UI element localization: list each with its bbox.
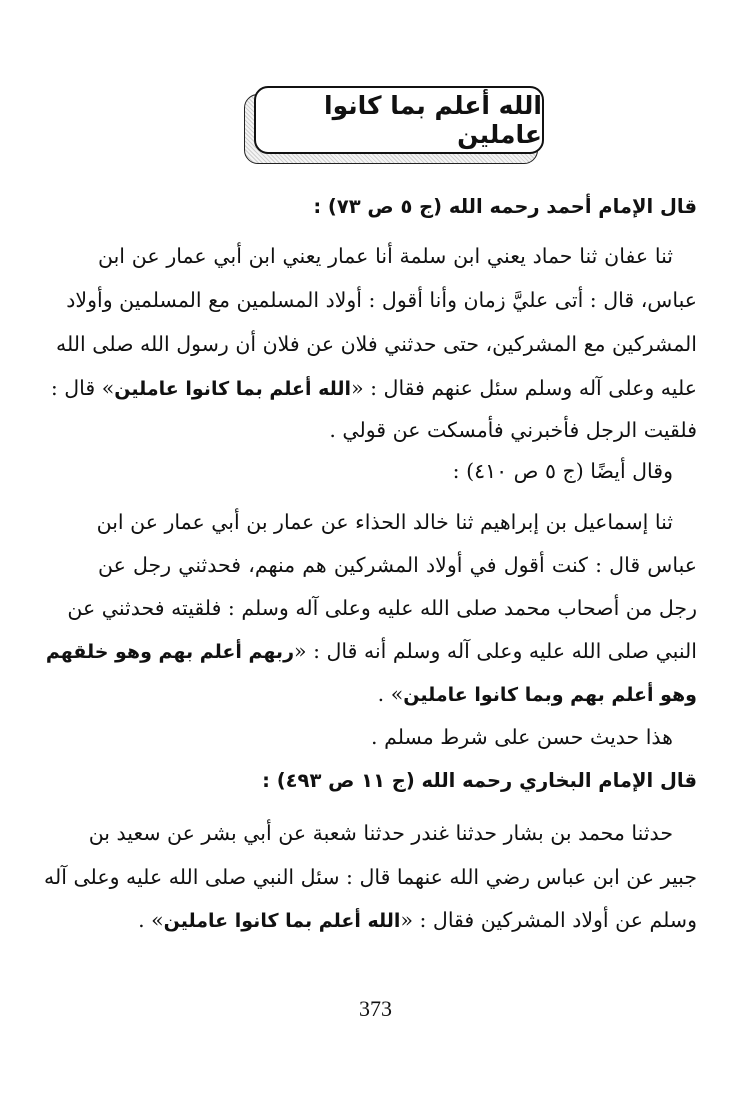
hadith-quote-bold: وهو أعلم بهم وبما كانوا عاملين [403, 684, 697, 706]
hadith-text: » . [377, 682, 404, 706]
section-heading-ahmad: قال الإمام أحمد رحمه الله (ج ٥ ص ٧٣) : [313, 195, 697, 218]
hadith-line: رجل من أصحاب محمد صلى الله عليه وعلى آله وسلم : فلقيته فحدثني عن [67, 596, 697, 620]
hadith-line: جبير عن ابن عباس رضي الله عنهما قال : سئل النبي صلى الله عليه وعلى آله [44, 865, 697, 889]
page-title: الله أعلم بما كانوا عاملين [324, 91, 542, 149]
hadith-quote-bold: ربهم أعلم بهم وهو خلقهم [45, 641, 295, 663]
hadith-text: وسلم عن أولاد المشركين فقال : « [400, 908, 697, 932]
hadith-line [378, 684, 697, 705]
hadith-quote-bold: الله أعلم بما كانوا عاملين [163, 910, 401, 932]
hadith-line: حدثنا محمد بن بشار حدثنا غندر حدثنا شعبة عن أبي بشر عن سعيد بن [88, 821, 673, 845]
hadith-line: المشركين مع المشركين، حتى حدثني فلان عن فلان أن رسول الله صلى الله [56, 332, 697, 356]
hadith-line: فلقيت الرجل فأخبرني فأمسكت عن قولي . [329, 418, 697, 442]
section-heading-ahmad-2: وقال أيضًا (ج ٥ ص ٤١٠) : [452, 459, 673, 483]
hadith-quote-bold: الله أعلم بما كانوا عاملين [114, 378, 352, 400]
hadith-text: » . [138, 908, 164, 932]
page-number: 373 [359, 996, 392, 1021]
title-box [254, 86, 544, 154]
section-heading-bukhari: قال الإمام البخاري رحمه الله (ج ١١ ص ٤٩٣) : [262, 769, 697, 792]
title-frame [244, 86, 544, 162]
hadith-line [138, 910, 697, 931]
hadith-text: النبي صلى الله عليه وعلى آله وسلم أنه قال : « [294, 639, 697, 663]
hadith-line: عباس قال : كنت أقول في أولاد المشركين هم منهم، فحدثني رجل عن [98, 553, 697, 577]
hadith-text: » قال : [50, 376, 115, 400]
hadith-line: ثنا عفان ثنا حماد يعني ابن سلمة أنا عمار يعني ابن أبي عمار عن ابن [98, 244, 673, 268]
hadith-line [50, 376, 697, 400]
hadith-grading-note: هذا حديث حسن على شرط مسلم . [371, 725, 673, 749]
hadith-text: عليه وعلى آله وسلم سئل عنهم فقال : « [351, 376, 697, 400]
hadith-line: عباس، قال : أتى عليَّ زمان وأنا أقول : أولاد المسلمين مع المسلمين وأولاد [66, 288, 697, 312]
hadith-line: ثنا إسماعيل بن إبراهيم ثنا خالد الحذاء عن عمار بن أبي عمار عن ابن [96, 510, 673, 534]
hadith-line [45, 639, 697, 663]
